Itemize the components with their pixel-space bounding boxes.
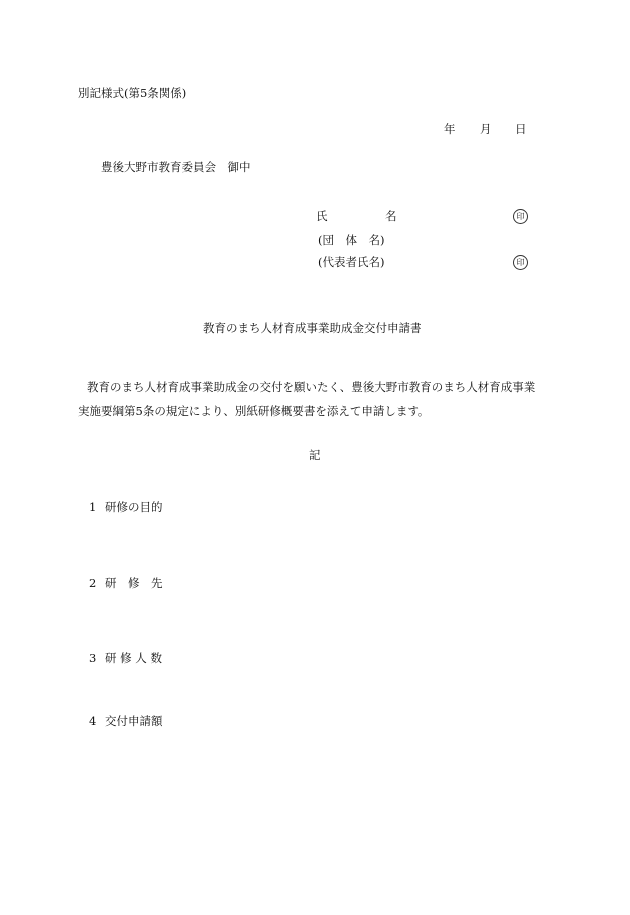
representative-label: (代表者氏名) bbox=[318, 255, 385, 269]
date-year: 年 bbox=[444, 122, 456, 136]
item-number: 1 bbox=[89, 500, 97, 514]
seal-icon: 印 bbox=[513, 255, 528, 270]
name-label-2: 名 bbox=[385, 209, 397, 223]
date-month: 月 bbox=[480, 122, 492, 136]
date-day: 日 bbox=[515, 122, 527, 136]
seal-icon: 印 bbox=[513, 209, 528, 224]
item-number: 4 bbox=[89, 714, 97, 728]
body-line-1: 教育のまち人材育成事業助成金の交付を願いたく、豊後大野市教育のまち人材育成事業 bbox=[87, 380, 536, 394]
group-label: (団 体 名) bbox=[318, 233, 385, 247]
name-label-1: 氏 bbox=[316, 209, 328, 223]
item-number: 3 bbox=[89, 651, 97, 665]
item-label: 交付申請額 bbox=[105, 714, 163, 728]
ki-label: 記 bbox=[309, 448, 321, 462]
addressee: 豊後大野市教育委員会 御中 bbox=[101, 160, 251, 174]
item-label: 研 修 先 bbox=[105, 576, 163, 590]
item-number: 2 bbox=[89, 576, 97, 590]
document-title: 教育のまち人材育成事業助成金交付申請書 bbox=[203, 321, 422, 335]
body-line-2: 実施要綱第5条の規定により、別紙研修概要書を添えて申請します。 bbox=[78, 404, 430, 418]
item-label: 研 修 人 数 bbox=[105, 651, 162, 665]
item-label: 研修の目的 bbox=[105, 500, 163, 514]
form-label: 別記様式(第5条関係) bbox=[78, 86, 187, 100]
